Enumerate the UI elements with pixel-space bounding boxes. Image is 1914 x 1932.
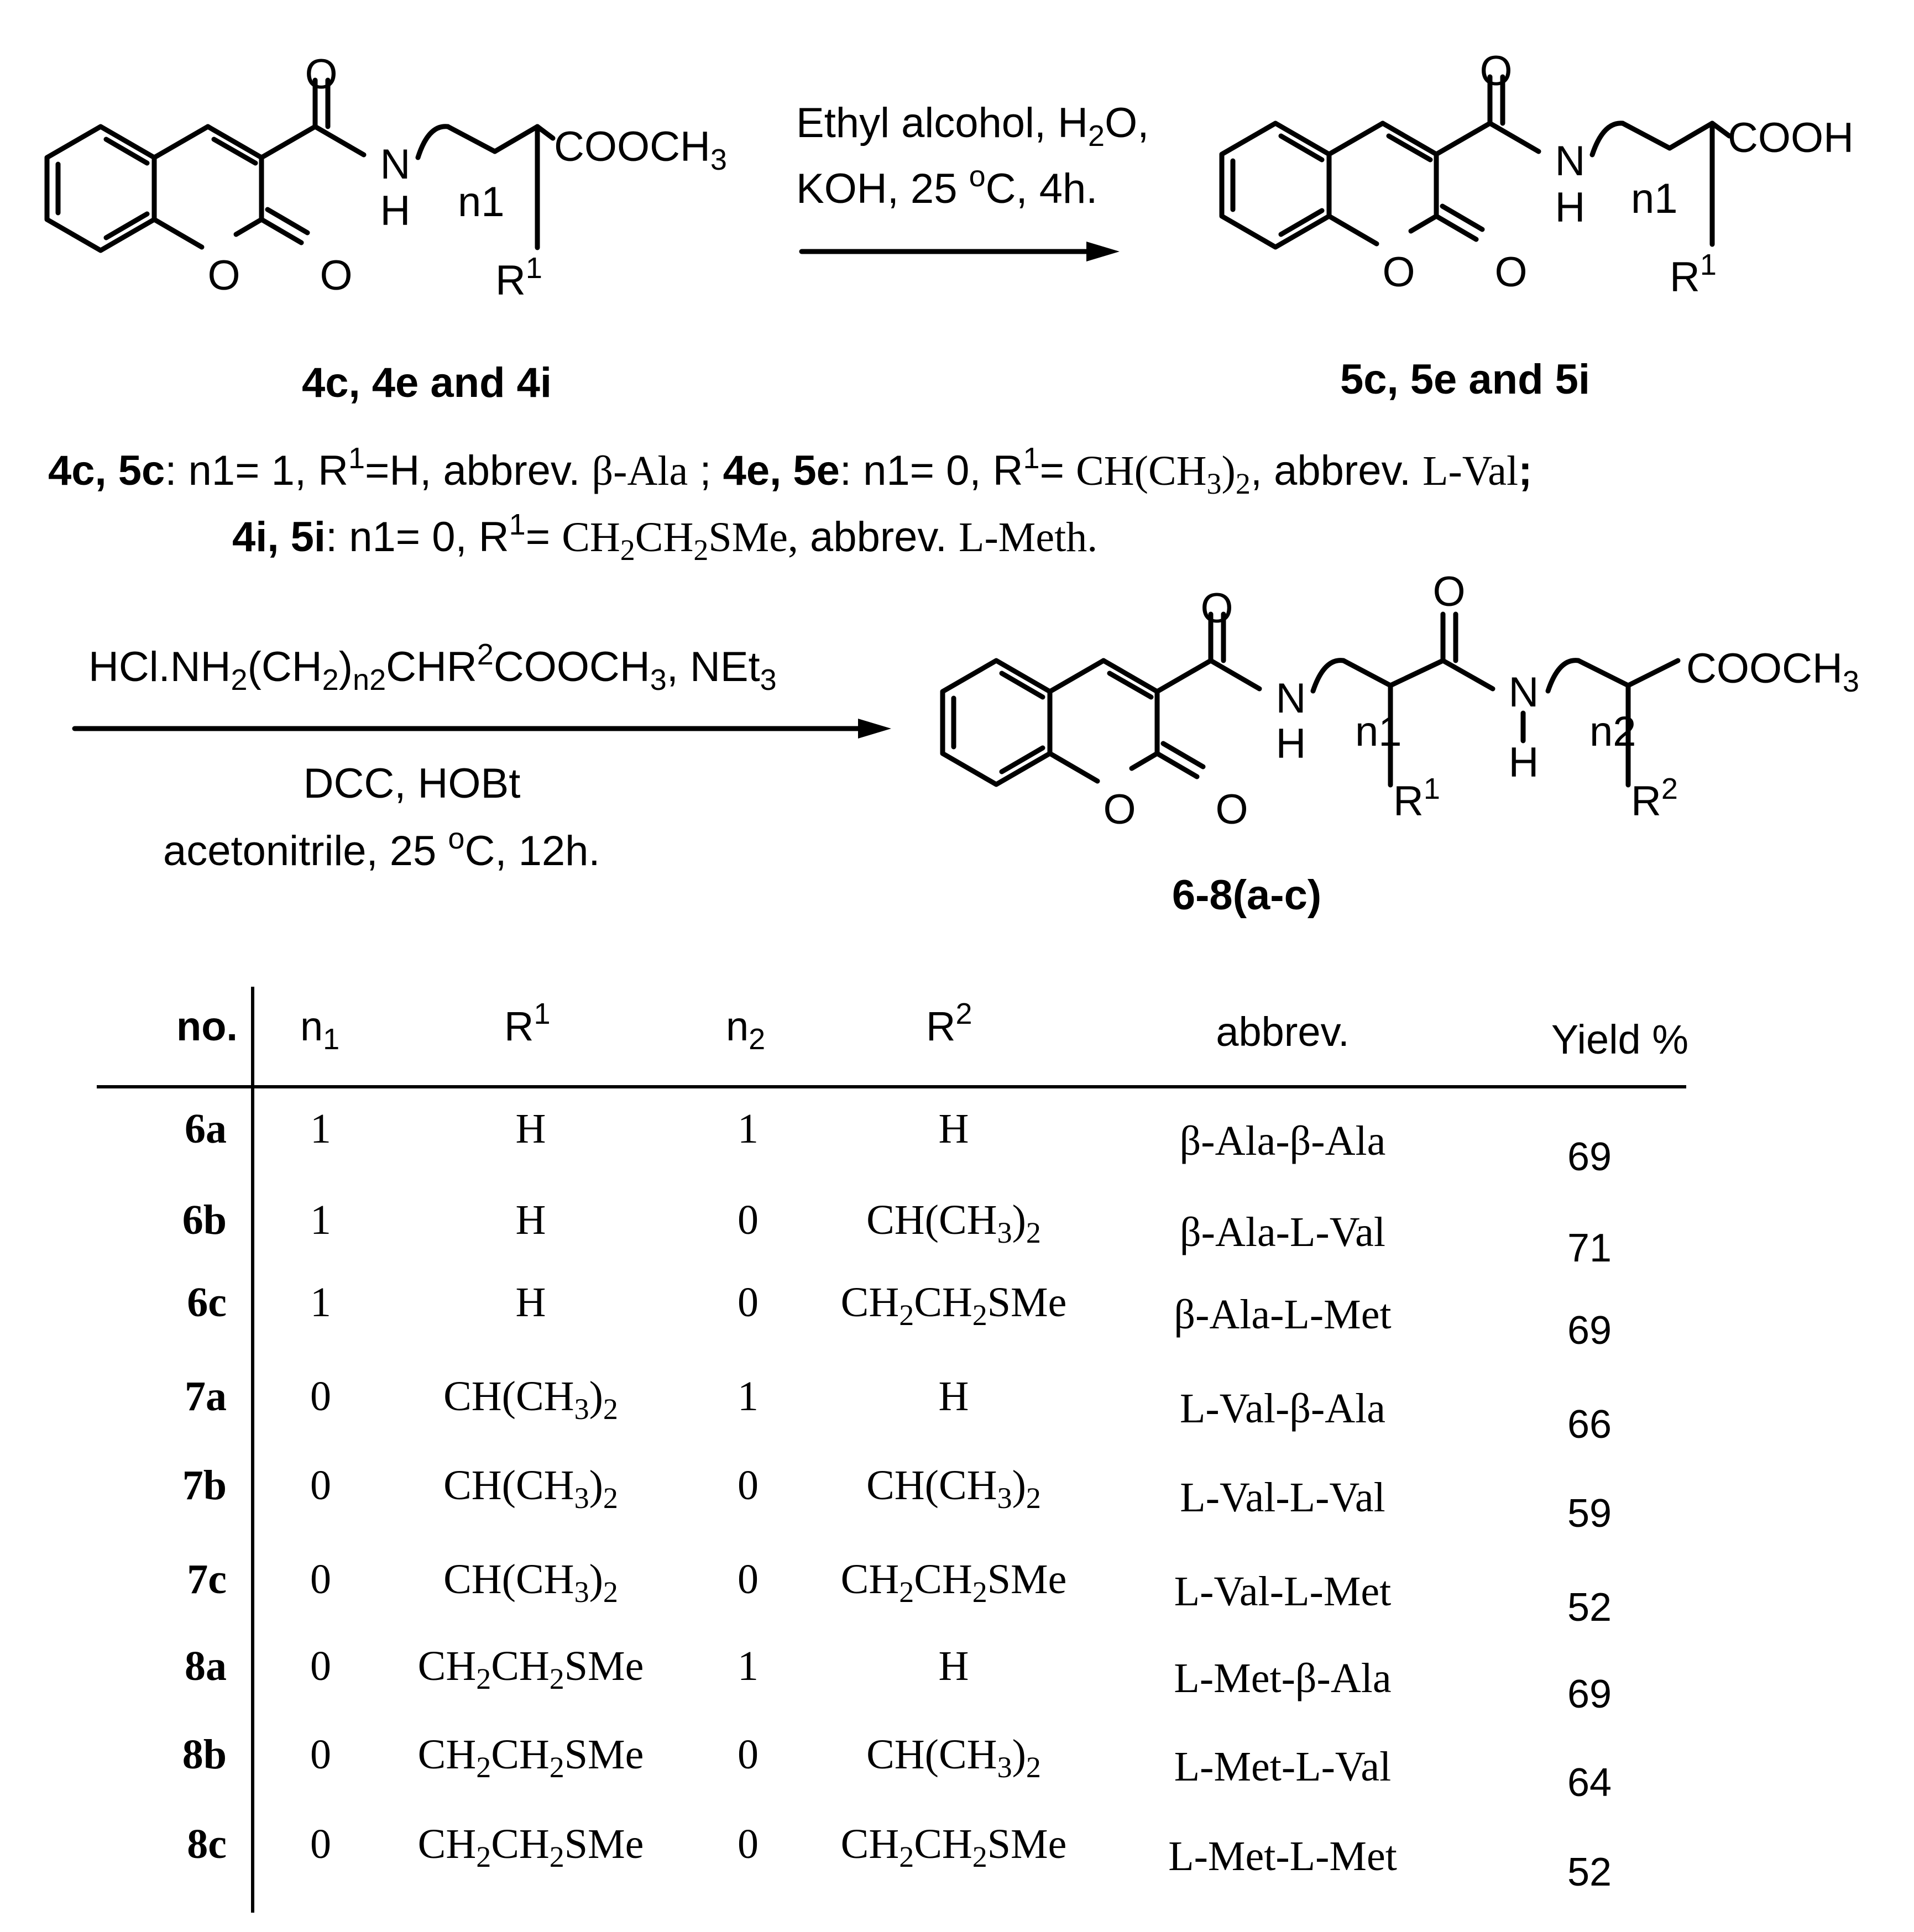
- cell-r1: H: [515, 1197, 546, 1243]
- cell-n2: 0: [738, 1731, 759, 1778]
- table-header: [176, 997, 1688, 1062]
- atom-h: H: [1508, 739, 1539, 786]
- header-abbrev: abbrev.: [1216, 1009, 1350, 1055]
- cell-no: 6a: [185, 1106, 227, 1152]
- cell-r1: $CH_2CH_2SMe$: [417, 1821, 644, 1873]
- cell-r2: $CH(CH_3)_2$: [866, 1197, 1041, 1249]
- cell-no: 8a: [185, 1643, 227, 1689]
- cell-n1: 0: [310, 1821, 331, 1867]
- cell-r2: $CH(CH_3)_2$: [866, 1462, 1041, 1515]
- table-row: [187, 1556, 1612, 1630]
- cell-n1: 1: [310, 1106, 331, 1152]
- cell-r1: H: [515, 1279, 546, 1326]
- cell-r1: $CH(CH_3)_2$: [443, 1373, 618, 1426]
- atom-h: H: [1555, 184, 1586, 231]
- atom-o: O: [1432, 568, 1466, 615]
- r1-label: $R^1$: [1670, 248, 1717, 301]
- n1-label: n1: [1631, 175, 1678, 222]
- cell-abbrev: L-Met-L-Val: [1174, 1743, 1392, 1790]
- header-r1: $R^1$: [504, 997, 551, 1049]
- table-row: [187, 1821, 1612, 1894]
- cell-yield: 69: [1567, 1135, 1612, 1179]
- cell-n1: 1: [310, 1197, 331, 1243]
- table-row: [185, 1106, 1612, 1179]
- cell-no: 8c: [187, 1821, 227, 1867]
- header-n1: $n_1$: [300, 1003, 340, 1056]
- cell-n2: 0: [738, 1279, 759, 1326]
- n2-label: n2: [1589, 708, 1636, 755]
- step1-line1: Ethyl alcohol, $H_2O$,: [796, 100, 1149, 153]
- cell-n1: 0: [310, 1373, 331, 1420]
- cell-n2: 0: [738, 1197, 759, 1243]
- atom-o: O: [1103, 786, 1136, 833]
- cell-yield: 52: [1567, 1585, 1612, 1630]
- cell-abbrev: L-Val-β-Ala: [1179, 1385, 1386, 1432]
- cell-r2: $CH_2CH_2SMe$: [840, 1279, 1067, 1332]
- header-no: no.: [176, 1003, 238, 1049]
- atom-n: N: [1508, 669, 1539, 716]
- cell-abbrev: L-Met-β-Ala: [1174, 1655, 1392, 1701]
- cell-yield: 71: [1567, 1226, 1612, 1270]
- arrow-1-head: [1086, 242, 1120, 261]
- atom-o: O: [207, 252, 240, 299]
- cell-abbrev: L-Met-L-Met: [1168, 1833, 1397, 1879]
- cell-no: 6c: [187, 1279, 227, 1326]
- cell-abbrev: β-Ala-L-Met: [1174, 1291, 1392, 1338]
- cell-n2: 1: [738, 1643, 759, 1689]
- table-body: [182, 1106, 1612, 1894]
- cell-yield: 66: [1567, 1402, 1612, 1447]
- compound-label-acid: 5c, 5e and 5i: [1340, 356, 1591, 403]
- step1-line2: KOH, 25 $^o$C, 4h.: [796, 160, 1098, 212]
- header-yield: Yield %: [1551, 1017, 1689, 1062]
- arrow-2-head: [858, 719, 891, 739]
- header-n2: $n_2$: [726, 1003, 766, 1056]
- atom-o: O: [1200, 585, 1233, 632]
- atom-h: H: [380, 187, 411, 234]
- cell-r2: H: [938, 1106, 969, 1152]
- cell-n1: 0: [310, 1643, 331, 1689]
- atom-o: O: [320, 252, 353, 299]
- cell-r2: $CH_2CH_2SMe$: [840, 1556, 1067, 1609]
- atom-n: N: [380, 141, 411, 188]
- cell-r1: $CH(CH_3)_2$: [443, 1462, 618, 1515]
- cell-yield: 69: [1567, 1308, 1612, 1353]
- cell-r1: H: [515, 1106, 546, 1152]
- cell-abbrev: L-Val-L-Val: [1180, 1474, 1385, 1521]
- atom-labels-3: [1103, 568, 1859, 833]
- acid-group: COOH: [1728, 114, 1854, 161]
- cell-no: 7c: [187, 1556, 227, 1603]
- cell-yield: 52: [1567, 1850, 1612, 1894]
- step2-line1: $HCl.NH_2(CH_2)_{n2}CHR^2COOCH_3$, NEt$_3$: [88, 638, 777, 697]
- cell-n1: 0: [310, 1556, 331, 1603]
- atom-h: H: [1275, 720, 1306, 767]
- cell-r1: $CH(CH_3)_2$: [443, 1556, 618, 1609]
- table-row: [182, 1197, 1612, 1270]
- atom-labels-2: [1382, 48, 1854, 301]
- n1-label: n1: [458, 179, 505, 226]
- table-row: [182, 1462, 1612, 1536]
- cell-n2: 0: [738, 1821, 759, 1867]
- cell-abbrev: β-Ala-L-Val: [1179, 1209, 1386, 1255]
- atom-n: N: [1275, 675, 1306, 722]
- cell-yield: 69: [1567, 1672, 1612, 1716]
- cell-n2: 1: [738, 1106, 759, 1152]
- cell-r1: $CH_2CH_2SMe$: [417, 1643, 644, 1695]
- cell-yield: 64: [1567, 1761, 1612, 1805]
- r1-label: $R^1$: [495, 252, 542, 304]
- cell-abbrev: L-Val-L-Met: [1174, 1568, 1392, 1615]
- cell-no: 6b: [182, 1197, 227, 1243]
- atom-labels-1: [207, 51, 727, 304]
- legend-line-1: 4c, 5c: n1= 1, $R^1=H$, abbrev. β-Ala ; 4e, 5e: n1= 0, $R^1= CH(CH_3)_2$, abbrev. L-Val;: [48, 442, 1533, 500]
- r1-label: $R^1$: [1393, 772, 1440, 825]
- cell-abbrev: β-Ala-β-Ala: [1179, 1118, 1386, 1164]
- structure-6-8: [943, 614, 1678, 785]
- table-row: [185, 1373, 1612, 1447]
- cell-n2: 0: [738, 1462, 759, 1509]
- cell-no: 8b: [182, 1731, 227, 1778]
- compound-label-start: 4c, 4e and 4i: [301, 359, 552, 406]
- atom-o: O: [1382, 249, 1415, 296]
- cell-r1: $CH_2CH_2SMe$: [417, 1731, 644, 1784]
- table-row: [187, 1279, 1612, 1353]
- cell-r2: $CH_2CH_2SMe$: [840, 1821, 1067, 1873]
- n1-label: n1: [1355, 708, 1402, 755]
- atom-o: O: [1215, 786, 1248, 833]
- cell-yield: 59: [1567, 1491, 1612, 1536]
- cell-no: 7b: [182, 1462, 227, 1509]
- header-r2: $R^2$: [926, 997, 972, 1049]
- step2-line3: acetonitrile, 25 $^o$C, 12h.: [163, 822, 600, 875]
- atom-o: O: [1479, 48, 1513, 95]
- cell-no: 7a: [185, 1373, 227, 1420]
- step1-conditions: [796, 100, 1149, 212]
- cell-r2: H: [938, 1643, 969, 1689]
- cell-r2: H: [938, 1373, 969, 1420]
- ester-group: $COOCH_3$: [1686, 645, 1859, 698]
- substituent-legend: [48, 442, 1532, 567]
- atom-n: N: [1555, 138, 1586, 185]
- table-row: [185, 1643, 1612, 1716]
- ester-group: $COOCH_3$: [554, 123, 727, 176]
- r2-label: $R^2$: [1631, 772, 1678, 825]
- step2-conditions: [88, 638, 777, 875]
- atom-o: O: [1494, 249, 1528, 296]
- cell-n1: 0: [310, 1731, 331, 1778]
- cell-n2: 1: [738, 1373, 759, 1420]
- cell-n1: 0: [310, 1462, 331, 1509]
- compound-label-product: 6-8(a-c): [1172, 872, 1322, 919]
- cell-n2: 0: [738, 1556, 759, 1603]
- legend-line-2: 4i, 5i: n1= 0, $R^1= CH_2CH_2SMe$, abbrev. L-Meth.: [232, 508, 1098, 567]
- table-row: [182, 1731, 1612, 1805]
- atom-o: O: [305, 51, 338, 98]
- cell-r2: $CH(CH_3)_2$: [866, 1731, 1041, 1784]
- step2-line2: DCC, HOBt: [303, 760, 521, 807]
- cell-n1: 1: [310, 1279, 331, 1326]
